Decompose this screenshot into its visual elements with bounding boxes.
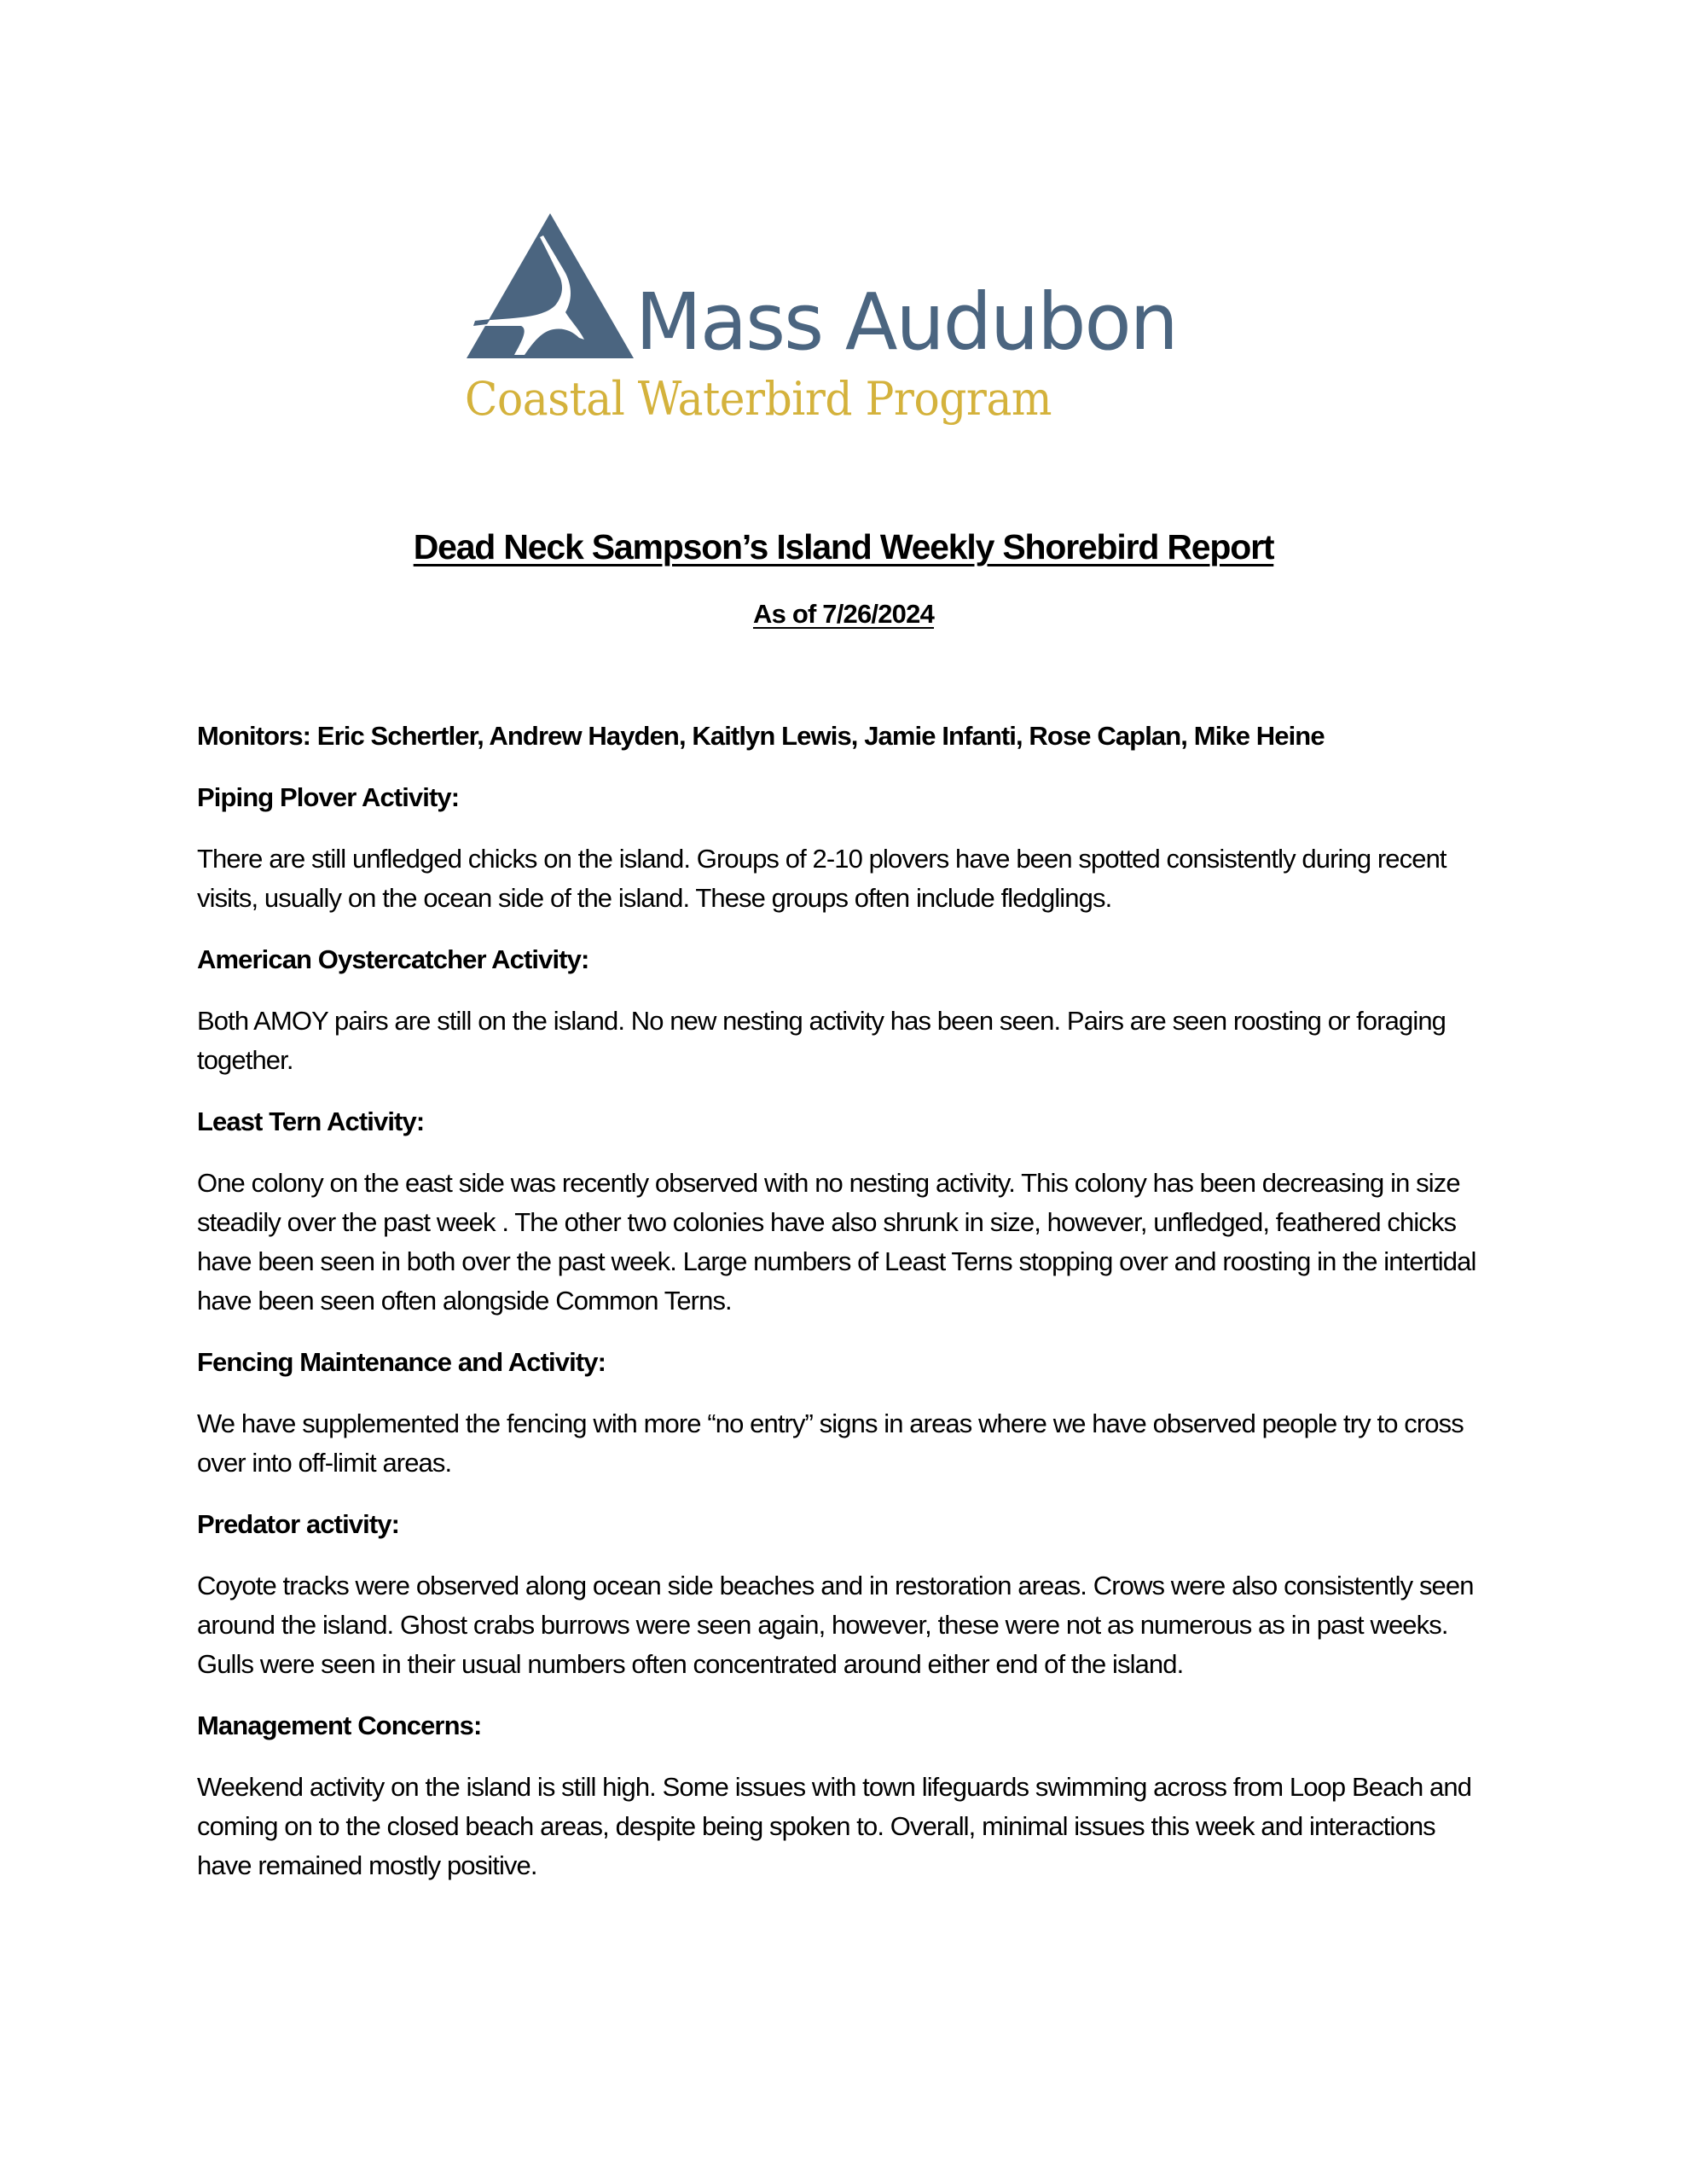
mass-audubon-bird-triangle-icon (465, 212, 635, 361)
section-fencing (197, 1343, 1493, 1483)
section-text: One colony on the east side was recently observed with no nesting activity. This colony has been decreasing in size steadily over the past week . The other two colonies have also shrunk in size, however, unfledged, feathered chicks have been seen in both over the past week. Large numbers of Least Terns stopping over and roosting in the intertidal have been seen often alongside Common Terns. (197, 1168, 1476, 1316)
monitors-line: Monitors: Eric Schertler, Andrew Hayden, Kaitlyn Lewis, Jamie Infanti, Rose Caplan, Mike Heine (197, 721, 1325, 751)
section-least-tern (197, 1102, 1493, 1321)
section-american-oystercatcher (197, 940, 1493, 1080)
section-text: Both AMOY pairs are still on the island. No new nesting activity has been seen. Pairs are seen roosting or foraging together. (197, 1006, 1446, 1075)
section-heading: Management Concerns: (197, 1711, 482, 1740)
section-heading: Fencing Maintenance and Activity: (197, 1347, 606, 1377)
org-name: Mass Audubon (635, 276, 1177, 368)
report-date: As of 7/26/2024 (752, 599, 935, 629)
section-text: There are still unfledged chicks on the island. Groups of 2-10 plovers have been spotted consistently during recent visits, usually on the ocean side of the island. These groups often include fledglings. (197, 844, 1446, 913)
section-text: Coyote tracks were observed along ocean side beaches and in restoration areas. Crows were also consistently seen around the island. Ghost crabs burrows were seen again, however, these were not as numerous as in past weeks. Gulls were seen in their usual numbers often concentrated around either end of the island. (197, 1571, 1474, 1679)
section-predator (197, 1505, 1493, 1684)
section-heading: American Oystercatcher Activity: (197, 944, 589, 974)
section-heading: Least Tern Activity: (197, 1107, 425, 1136)
section-heading: Piping Plover Activity: (197, 782, 460, 812)
section-piping-plover (197, 778, 1493, 918)
section-heading: Predator activity: (197, 1509, 400, 1539)
report-body (197, 717, 1493, 1908)
report-title: Dead Neck Sampson’s Island Weekly Shorebird Report (413, 527, 1274, 566)
section-management (197, 1706, 1493, 1885)
mass-audubon-logo (465, 212, 1177, 433)
program-name: Coastal Waterbird Program (465, 372, 1052, 426)
section-text: We have supplemented the fencing with more “no entry” signs in areas where we have observed people try to cross over into off-limit areas. (197, 1409, 1464, 1478)
section-text: Weekend activity on the island is still high. Some issues with town lifeguards swimming across from Loop Beach and coming on to the closed beach areas, despite being spoken to. Overall, minimal issues this week and interactions have remained mostly positive. (197, 1772, 1472, 1880)
